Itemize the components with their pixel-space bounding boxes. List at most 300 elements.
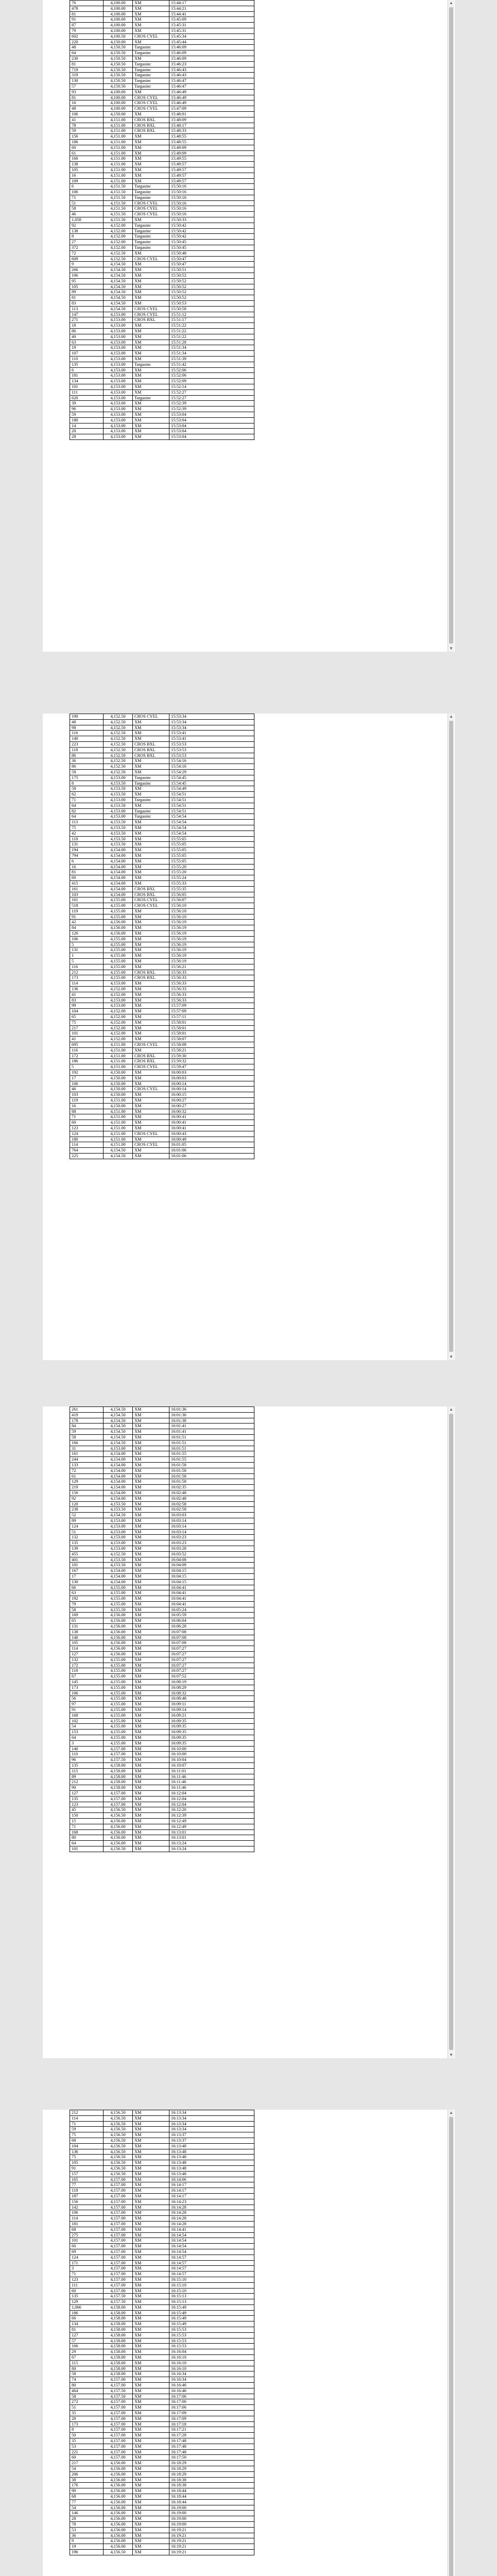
venue-cell: CROS CYEL	[133, 312, 169, 317]
page-block	[43, 1406, 455, 2058]
venue-cell: ΧΜ	[133, 1047, 169, 1053]
venue-cell: ΧΜ	[133, 2483, 169, 2488]
time-cell: 15:49:57	[169, 173, 254, 178]
volume-cell: 71	[70, 195, 104, 200]
price-cell: 4,151.00	[104, 1042, 133, 1048]
table-row	[70, 89, 254, 95]
volume-cell: 103	[70, 892, 104, 897]
table-row	[70, 764, 254, 770]
venue-cell: ΧΜ	[133, 1835, 169, 1841]
price-cell: 4,150.50	[104, 73, 133, 78]
venue-cell: ΧΜ	[133, 1120, 169, 1126]
price-cell: 4,158.00	[104, 2304, 133, 2310]
venue-cell: ΧΜ	[133, 1807, 169, 1813]
price-cell: 4,151.50	[104, 184, 133, 190]
table-row	[70, 1142, 254, 1148]
volume-cell: 135	[70, 1796, 104, 1802]
venue-cell: ΧΜ	[133, 1590, 169, 1596]
volume-cell: 96	[70, 406, 104, 412]
table-row	[70, 1507, 254, 1513]
volume-cell: 115	[70, 2360, 104, 2366]
table-row	[70, 2221, 254, 2227]
venue-cell: ΧΜ	[133, 1535, 169, 1540]
price-cell: 4,157.00	[104, 2433, 133, 2438]
table-row	[70, 2155, 254, 2160]
price-cell: 4,153.00	[104, 351, 133, 357]
table-row	[70, 184, 254, 190]
time-cell: 16:16:10	[169, 2355, 254, 2361]
volume-cell: 1,066	[70, 2304, 104, 2310]
price-cell: 4,151.00	[104, 123, 133, 128]
time-cell: 15:58:08	[169, 1042, 254, 1048]
time-cell: 16:17:48	[169, 2438, 254, 2444]
table-row	[70, 212, 254, 217]
time-cell: 15:55:05	[169, 836, 254, 842]
time-cell: 15:58:01	[169, 1025, 254, 1031]
venue-cell: Targasinc	[133, 61, 169, 67]
time-cell: 15:54:49	[169, 786, 254, 792]
venue-cell: ΧΜ	[133, 2115, 169, 2121]
volume-cell: 266	[70, 267, 104, 273]
price-cell: 4,151.00	[104, 145, 133, 150]
price-cell: 4,152.00	[104, 1037, 133, 1042]
price-cell: 4,156.00	[104, 920, 133, 925]
table-row	[70, 736, 254, 742]
venue-cell: CROS CYEL	[133, 1131, 169, 1137]
price-cell: 4,157.00	[104, 2182, 133, 2188]
price-cell: 4,157.00	[104, 2266, 133, 2272]
table-row	[70, 267, 254, 273]
price-cell: 4,100.00	[104, 23, 133, 28]
table-row	[70, 345, 254, 351]
time-cell: 16:12:20	[169, 1807, 254, 1813]
table-row	[70, 2232, 254, 2238]
venue-cell: ΧΜ	[133, 1025, 169, 1031]
table-row	[70, 240, 254, 245]
venue-cell: ΧΜ	[133, 931, 169, 937]
table-row	[70, 1846, 254, 1852]
price-cell: 4,154.00	[104, 886, 133, 892]
price-cell: 4,157.00	[104, 2449, 133, 2455]
venue-cell: ΧΜ	[133, 1640, 169, 1646]
time-cell: 16:15:10	[169, 2282, 254, 2288]
table-row	[70, 1835, 254, 1841]
table-row	[70, 28, 254, 33]
volume-cell: 609	[70, 256, 104, 262]
price-cell: 4,153.00	[104, 775, 133, 781]
venue-cell: ΧΜ	[133, 2355, 169, 2361]
table-row	[70, 2310, 254, 2316]
scroll-down-icon[interactable]: ▼	[449, 646, 453, 651]
price-cell: 4,153.00	[104, 389, 133, 395]
time-cell: 15:52:06	[169, 367, 254, 373]
venue-cell: ΧΜ	[133, 2199, 169, 2205]
volume-cell: 46	[70, 212, 104, 217]
price-cell: 4,153.00	[104, 412, 133, 417]
venue-cell: ΧΜ	[133, 1418, 169, 1423]
time-cell: 15:54:16	[169, 764, 254, 770]
price-cell: 4,158.00	[104, 2349, 133, 2355]
table-row	[70, 2516, 254, 2522]
time-cell: 15:46:09	[169, 50, 254, 56]
price-cell: 4,156.50	[104, 1813, 133, 1819]
time-cell: 15:46:47	[169, 78, 254, 84]
table-row	[70, 920, 254, 925]
table-row	[70, 2199, 254, 2205]
venue-cell: Targasinc	[133, 78, 169, 84]
venue-cell: ΧΜ	[133, 2255, 169, 2260]
venue-cell: ΧΜ	[133, 1618, 169, 1624]
table-row	[70, 362, 254, 367]
price-cell: 4,153.00	[104, 1535, 133, 1540]
volume-cell: 39	[70, 401, 104, 406]
venue-cell: ΧΜ	[133, 1523, 169, 1529]
time-cell: 15:54:45	[169, 781, 254, 786]
table-row	[70, 250, 254, 256]
time-cell: 15:55:05	[169, 853, 254, 858]
table-row	[70, 769, 254, 775]
table-row	[70, 1003, 254, 1009]
time-cell: 16:08:32	[169, 1690, 254, 1696]
time-cell: 16:11:46	[169, 1780, 254, 1785]
volume-cell: 114	[70, 2216, 104, 2222]
price-cell: 4,157.00	[104, 2216, 133, 2222]
price-cell: 4,155.00	[104, 942, 133, 947]
time-cell: 16:15:10	[169, 2288, 254, 2294]
time-cell: 16:07:52	[169, 1674, 254, 1680]
time-cell: 15:51:22	[169, 329, 254, 334]
scroll-thumb[interactable]	[449, 7, 453, 643]
price-cell: 4,154.00	[104, 1485, 133, 1490]
volume-cell: 105	[70, 2160, 104, 2166]
price-cell: 4,157.50	[104, 2394, 133, 2399]
time-cell: 16:07:27	[169, 1663, 254, 1668]
scroll-down-icon[interactable]: ▼	[449, 1354, 453, 1359]
volume-cell: 64	[70, 50, 104, 56]
time-cell: 15:55:20	[169, 870, 254, 875]
price-cell: 4,157.00	[104, 2232, 133, 2238]
time-cell: 16:07:08	[169, 1629, 254, 1635]
venue-cell: ΧΜ	[133, 1507, 169, 1513]
price-cell: 4,156.00	[104, 2538, 133, 2544]
scroll-down-icon[interactable]: ▼	[449, 2053, 453, 2057]
table-row	[70, 134, 254, 140]
price-cell: 4,156.50	[104, 2549, 133, 2555]
scroll-up-icon[interactable]: ▲	[449, 2110, 453, 2115]
venue-cell: ΧΜ	[133, 1674, 169, 1680]
price-cell: 4,155.00	[104, 1724, 133, 1730]
scroll-up-icon[interactable]: ▲	[449, 1, 453, 5]
table-row	[70, 1718, 254, 1724]
vertical-scrollbar[interactable]	[448, 2110, 454, 2576]
scroll-thumb[interactable]	[449, 2117, 453, 2576]
volume-cell: 16	[70, 864, 104, 870]
volume-cell: 116	[70, 731, 104, 736]
venue-cell: ΧΜ	[133, 2416, 169, 2421]
venue-cell: ΧΜ	[133, 1652, 169, 1657]
price-cell: 4,157.00	[104, 2272, 133, 2277]
price-cell: 4,157.00	[104, 1746, 133, 1752]
volume-cell: 114	[70, 2115, 104, 2121]
table-row	[70, 117, 254, 123]
price-cell: 4,156.00	[104, 2533, 133, 2538]
venue-cell: ΧΜ	[133, 1685, 169, 1690]
volume-cell: 18	[70, 323, 104, 329]
table-row	[70, 1053, 254, 1059]
table-row	[70, 1824, 254, 1829]
vertical-scrollbar[interactable]	[448, 0, 454, 652]
price-cell: 4,152.50	[104, 769, 133, 775]
venue-cell: ΧΜ	[133, 6, 169, 11]
table-row	[70, 1813, 254, 1819]
price-cell: 4,153.00	[104, 434, 133, 440]
table-row	[70, 1114, 254, 1120]
table-row	[70, 434, 254, 440]
price-cell: 4,150.50	[104, 78, 133, 84]
venue-cell: ΧΜ	[133, 1601, 169, 1607]
volume-cell: 131	[70, 842, 104, 848]
volume-cell: 60	[70, 2288, 104, 2294]
venue-cell: ΧΜ	[133, 1457, 169, 1463]
time-cell: 15:50:42	[169, 223, 254, 228]
price-cell: 4,151.00	[104, 1137, 133, 1142]
venue-cell: ΧΜ	[133, 89, 169, 95]
volume-cell: 90	[70, 1785, 104, 1791]
volume-cell: 68	[70, 2138, 104, 2143]
venue-cell: ΧΜ	[133, 2521, 169, 2527]
volume-cell: 77	[70, 2182, 104, 2188]
time-cell: 16:13:48	[169, 2160, 254, 2166]
table-row	[70, 880, 254, 886]
price-cell: 4,153.50	[104, 803, 133, 808]
time-cell: 16:01:38	[169, 1418, 254, 1423]
volume-cell: 115	[70, 1768, 104, 1774]
venue-cell: ΧΜ	[133, 992, 169, 997]
price-cell: 4,153.00	[104, 362, 133, 367]
table-row	[70, 256, 254, 262]
scroll-up-icon[interactable]: ▲	[449, 1407, 453, 1412]
time-cell: 15:56:33	[169, 970, 254, 975]
price-cell: 4,156.00	[104, 2516, 133, 2522]
table-row	[70, 2405, 254, 2411]
price-cell: 4,154.50	[104, 262, 133, 267]
volume-cell: 135	[70, 1763, 104, 1769]
volume-cell: 5	[70, 942, 104, 947]
volume-cell: 14	[70, 423, 104, 429]
venue-cell: CROS CYEL	[133, 95, 169, 100]
scroll-up-icon[interactable]: ▲	[449, 714, 453, 719]
time-cell: 15:46:47	[169, 83, 254, 89]
venue-cell: CROS BXL	[133, 741, 169, 747]
time-cell: 16:09:35	[169, 1730, 254, 1735]
time-cell: 15:49:57	[169, 178, 254, 184]
volume-cell: 90	[70, 2488, 104, 2494]
time-cell: 15:50:52	[169, 290, 254, 295]
table-row	[70, 429, 254, 434]
venue-cell: ΧΜ	[133, 1707, 169, 1713]
volume-cell: 101	[70, 1563, 104, 1568]
venue-cell: ΧΜ	[133, 764, 169, 770]
venue-cell: ΧΜ	[133, 1680, 169, 1685]
table-row	[70, 1025, 254, 1031]
table-row	[70, 334, 254, 340]
price-cell: 4,156.00	[104, 1652, 133, 1657]
price-cell: 4,154.50	[104, 1412, 133, 1418]
venue-cell: ΧΜ	[133, 908, 169, 914]
volume-cell: 518	[70, 903, 104, 909]
vertical-scrollbar[interactable]	[448, 1406, 454, 2058]
price-cell: 4,154.00	[104, 858, 133, 864]
price-cell: 4,155.00	[104, 947, 133, 953]
venue-cell: ΧΜ	[133, 2399, 169, 2405]
time-cell: 16:03:14	[169, 1518, 254, 1523]
time-cell: 15:46:49	[169, 89, 254, 95]
price-cell: 4,151.00	[104, 178, 133, 184]
volume-cell: 126	[70, 931, 104, 937]
venue-cell: ΧΜ	[133, 2249, 169, 2255]
venue-cell: ΧΜ	[133, 1813, 169, 1819]
table-row	[70, 2438, 254, 2444]
volume-cell: 52	[70, 1513, 104, 1518]
price-cell: 4,151.00	[104, 1109, 133, 1114]
venue-cell: ΧΜ	[133, 2405, 169, 2411]
price-cell: 4,152.50	[104, 731, 133, 736]
volume-cell: 161	[70, 886, 104, 892]
time-cell: 16:17:21	[169, 2427, 254, 2433]
volume-cell: 97	[70, 1702, 104, 1707]
price-cell: 4,157.50	[104, 2294, 133, 2299]
volume-cell: 136	[70, 2149, 104, 2155]
venue-cell: ΧΜ	[133, 2304, 169, 2310]
time-cell: 16:01:41	[169, 1429, 254, 1435]
table-row	[70, 1668, 254, 1674]
table-row	[70, 17, 254, 23]
price-cell: 4,154.00	[104, 864, 133, 870]
volume-cell: 176	[70, 2483, 104, 2488]
vertical-scrollbar[interactable]	[448, 714, 454, 1360]
volume-cell: 219	[70, 1485, 104, 1490]
table-row	[70, 959, 254, 964]
venue-cell: ΧΜ	[133, 2310, 169, 2316]
volume-cell: 110	[70, 1752, 104, 1757]
price-cell: 4,153.00	[104, 423, 133, 429]
price-cell: 4,151.00	[104, 167, 133, 173]
scroll-thumb[interactable]	[449, 721, 453, 1352]
price-cell: 4,156.00	[104, 1646, 133, 1652]
price-cell: 4,157.00	[104, 2377, 133, 2383]
venue-cell: ΧΜ	[133, 1153, 169, 1159]
price-cell: 4,153.00	[104, 357, 133, 362]
venue-cell: Targasinc	[133, 245, 169, 251]
price-cell: 4,152.50	[104, 747, 133, 753]
volume-cell: 135	[70, 2294, 104, 2299]
time-cell: 16:15:49	[169, 2310, 254, 2316]
table-row	[70, 1780, 254, 1785]
volume-cell: 105	[70, 1640, 104, 1646]
venue-cell: ΧΜ	[133, 2371, 169, 2377]
venue-cell: ΧΜ	[133, 1137, 169, 1142]
time-cell: 16:14:28	[169, 2221, 254, 2227]
volume-cell: 212	[70, 2110, 104, 2116]
time-cell: 15:47:09	[169, 106, 254, 112]
price-cell: 4,152.00	[104, 234, 133, 240]
price-cell: 4,151.00	[104, 1053, 133, 1059]
volume-cell: 223	[70, 741, 104, 747]
time-cell: 16:02:58	[169, 1507, 254, 1513]
time-cell: 15:56:19	[169, 920, 254, 925]
price-cell: 4,156.50	[104, 2121, 133, 2127]
volume-cell: 91	[70, 2165, 104, 2171]
volume-cell: 161	[70, 1451, 104, 1457]
price-cell: 4,153.00	[104, 323, 133, 329]
price-cell: 4,154.50	[104, 1513, 133, 1518]
time-cell: 16:13:48	[169, 2171, 254, 2177]
table-row	[70, 373, 254, 379]
scroll-thumb[interactable]	[449, 1414, 453, 2050]
table-row	[70, 167, 254, 173]
volume-cell: 58	[70, 786, 104, 792]
price-cell: 4,153.00	[104, 345, 133, 351]
venue-cell: ΧΜ	[133, 731, 169, 736]
time-cell: 16:18:44	[169, 2499, 254, 2505]
time-cell: 16:01:55	[169, 1451, 254, 1457]
volume-cell: 58	[70, 769, 104, 775]
volume-cell: 156	[70, 134, 104, 140]
venue-cell: CROS BXL	[133, 317, 169, 323]
table-row	[70, 78, 254, 84]
table-row	[70, 2260, 254, 2266]
time-cell: 15:55:05	[169, 842, 254, 848]
price-cell: 4,156.00	[104, 2461, 133, 2466]
time-cell: 16:15:53	[169, 2327, 254, 2333]
venue-cell: Targasinc	[133, 67, 169, 73]
time-cell: 16:17:18	[169, 2421, 254, 2427]
price-cell: 4,155.00	[104, 1680, 133, 1685]
volume-cell: 60	[70, 2455, 104, 2461]
time-cell: 15:50:16	[169, 200, 254, 206]
volume-cell: 220	[70, 39, 104, 45]
time-cell: 15:51:42	[169, 362, 254, 367]
venue-cell: ΧΜ	[133, 111, 169, 117]
transactions-table-wrapper	[70, 714, 306, 1159]
table-row	[70, 2499, 254, 2505]
time-cell: 16:11:46	[169, 1785, 254, 1791]
price-cell: 4,155.00	[104, 1707, 133, 1713]
time-cell: 16:05:24	[169, 1607, 254, 1613]
volume-cell: 51	[70, 200, 104, 206]
time-cell: 16:07:27	[169, 1652, 254, 1657]
time-cell: 16:14:41	[169, 2227, 254, 2232]
time-cell: 16:03:28	[169, 1546, 254, 1551]
time-cell: 16:17:06	[169, 2399, 254, 2405]
price-cell: 4,157.00	[104, 2193, 133, 2199]
time-cell: 16:01:36	[169, 1412, 254, 1418]
volume-cell: 58	[70, 2394, 104, 2399]
price-cell: 4,156.50	[104, 2160, 133, 2166]
venue-cell: ΧΜ	[133, 1796, 169, 1802]
table-row	[70, 2316, 254, 2321]
table-row	[70, 2505, 254, 2511]
table-row	[70, 1148, 254, 1154]
price-cell: 4,154.50	[104, 1148, 133, 1154]
table-row	[70, 417, 254, 423]
table-row	[70, 2360, 254, 2366]
venue-cell: ΧΜ	[133, 173, 169, 178]
venue-cell: ΧΜ	[133, 1740, 169, 1746]
table-row	[70, 2304, 254, 2310]
table-row	[70, 295, 254, 301]
price-cell: 4,154.50	[104, 1153, 133, 1159]
